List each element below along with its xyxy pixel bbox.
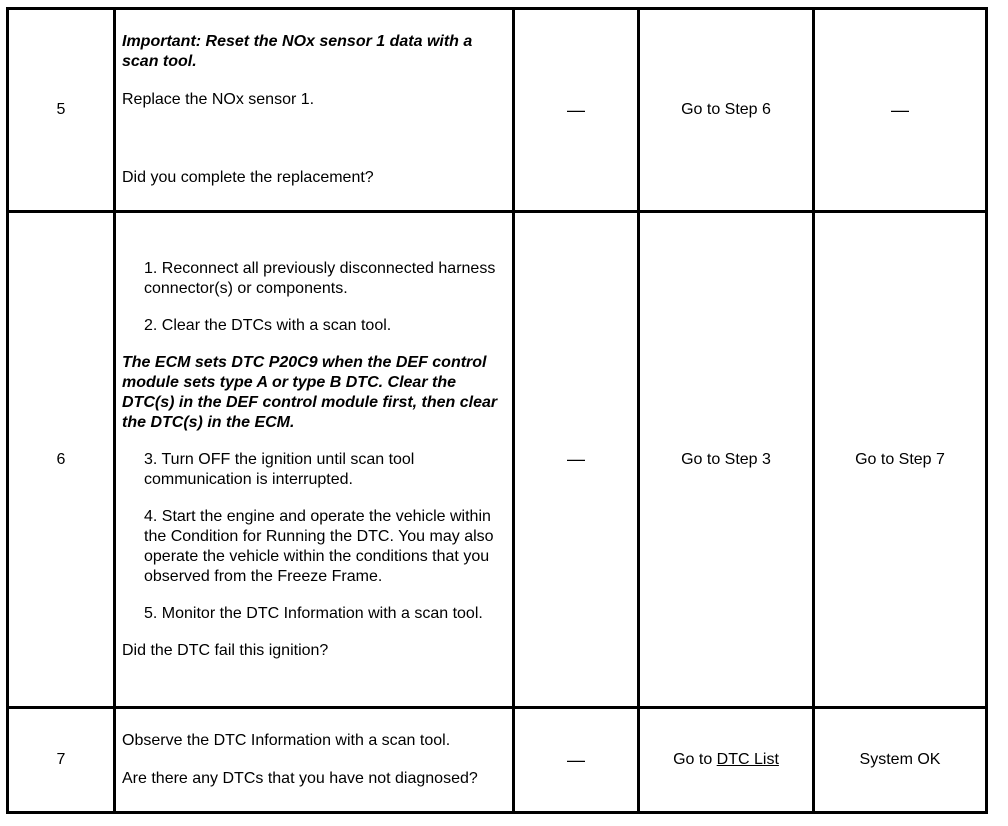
yes-cell: Go to Step 6 xyxy=(639,9,814,212)
list-item: 5. Monitor the DTC Information with a scan tool. xyxy=(144,604,483,622)
dtc-list-link[interactable]: DTC List xyxy=(716,751,779,768)
value-cell: — xyxy=(514,9,639,212)
action-text: Replace the NOx sensor 1. xyxy=(122,91,315,108)
value-cell: — xyxy=(514,708,639,813)
table-row-step-5 xyxy=(8,9,987,212)
important-note: Important: Reset the NOx sensor 1 data with a scan tool. xyxy=(122,33,473,70)
warning-note: The ECM sets DTC P20C9 when the DEF control module sets type A or type B DTC. Clear the DTC(s) in the DEF control module first, then clear the DTC(s) in the ECM. xyxy=(122,353,498,431)
no-cell: System OK xyxy=(814,708,987,813)
action-text: Observe the DTC Information with a scan tool. xyxy=(122,732,451,749)
action-cell xyxy=(115,212,514,708)
no-cell: Go to Step 7 xyxy=(814,212,987,708)
yes-cell: Go to Step 3 xyxy=(639,212,814,708)
value-cell: — xyxy=(514,212,639,708)
table-row-step-6 xyxy=(8,212,987,708)
step-number: 6 xyxy=(8,212,115,708)
list-item: 3. Turn OFF the ignition until scan tool communication is interrupted. xyxy=(144,450,415,488)
diagnostic-table xyxy=(6,7,988,814)
list-item: 1. Reconnect all previously disconnected harness connector(s) or components. xyxy=(144,259,496,297)
yes-prefix: Go to xyxy=(673,751,717,768)
list-item: 2. Clear the DTCs with a scan tool. xyxy=(144,316,392,334)
question-text: Are there any DTCs that you have not diagnosed? xyxy=(122,770,478,787)
step-number: 5 xyxy=(8,9,115,212)
table-row-step-7 xyxy=(8,708,987,813)
question-text: Did the DTC fail this ignition? xyxy=(122,641,329,659)
action-cell xyxy=(115,708,514,813)
list-item: 4. Start the engine and operate the vehicle within the Condition for Running the DTC. You may also operate the vehicle within the conditions that you observed from the Freeze Frame. xyxy=(144,507,494,585)
no-cell: — xyxy=(814,9,987,212)
question-text: Did you complete the replacement? xyxy=(122,169,374,186)
action-cell xyxy=(115,9,514,212)
yes-cell xyxy=(639,708,814,813)
step-number: 7 xyxy=(8,708,115,813)
